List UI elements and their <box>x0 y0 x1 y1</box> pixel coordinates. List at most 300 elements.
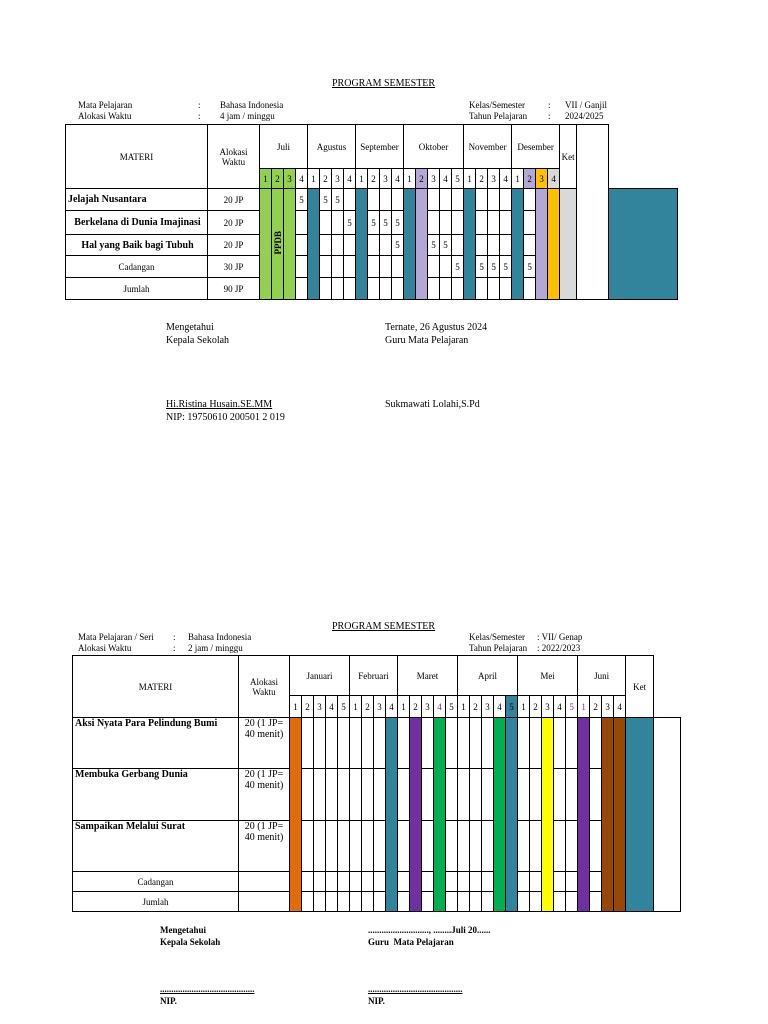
p1-cell <box>368 256 380 278</box>
p2-week: 2 <box>302 696 314 718</box>
p1-ket-column <box>577 125 609 300</box>
p1-cell <box>392 256 404 278</box>
p2-sig-kepala: Kepala Sekolah <box>160 937 221 947</box>
p2-cell <box>350 892 362 912</box>
p1-week: 4 <box>296 169 308 189</box>
p1-cell: 5 <box>428 235 440 256</box>
p1-cell: 5 <box>488 256 500 278</box>
p1-cell <box>320 278 332 300</box>
p2-materi-3: Sampaikan Melalui Surat <box>73 821 239 872</box>
p1-header-alokasi: Alokasi Waktu <box>208 125 260 189</box>
p2-teal-col <box>386 718 398 912</box>
p1-week: 2 <box>476 169 488 189</box>
p1-cell <box>500 278 512 300</box>
p1-cell <box>380 256 392 278</box>
p2-cell <box>470 872 482 892</box>
p1-sig-guru: Guru Mata Pelajaran <box>385 335 469 346</box>
p2-jp-5 <box>239 892 290 912</box>
p1-materi-5: Jumlah <box>66 278 208 300</box>
p1-week: 4 <box>392 169 404 189</box>
p1-materi-2: Berkelana di Dunia Imajinasi <box>66 211 208 235</box>
p1-mapel-value: Bahasa Indonesia <box>220 100 284 110</box>
p1-week: 1 <box>404 169 416 189</box>
p1-jp-2: 20 JP <box>208 211 260 235</box>
p2-purple-col <box>578 718 590 912</box>
p1-cell: 5 <box>332 189 344 211</box>
p2-cell <box>470 769 482 821</box>
p2-cell <box>482 769 494 821</box>
p1-jp-5: 90 JP <box>208 278 260 300</box>
p1-week: 3 <box>488 169 500 189</box>
p2-week: 1 <box>578 696 590 718</box>
p2-cell <box>314 892 326 912</box>
p2-cell <box>446 892 458 912</box>
p2-week: 1 <box>398 696 410 718</box>
p2-semester-table <box>72 655 681 912</box>
p1-gray-col <box>560 189 577 300</box>
p1-kelas-label: Kelas/Semester <box>469 100 525 110</box>
p2-mapel-value: Bahasa Indonesia <box>188 632 252 642</box>
page1-title: PROGRAM SEMESTER <box>332 78 436 89</box>
p2-header-ket: Ket <box>626 656 654 718</box>
p2-cell <box>422 821 434 872</box>
p2-brown-col <box>614 718 626 912</box>
p2-week: 3 <box>374 696 386 718</box>
p1-lilac-col <box>416 189 428 300</box>
p1-cell <box>368 278 380 300</box>
p1-month-agustus: Agustus <box>308 125 356 169</box>
p2-cell <box>458 892 470 912</box>
p2-kelas-value: : VII/ Genap <box>537 632 583 642</box>
p1-week: 4 <box>548 169 560 189</box>
p2-cell <box>374 821 386 872</box>
p2-cell <box>566 718 578 769</box>
p1-cell: 5 <box>476 256 488 278</box>
p1-week: 3 <box>536 169 548 189</box>
p1-cell: 5 <box>524 256 536 278</box>
p2-cell <box>458 821 470 872</box>
p1-cell <box>368 235 380 256</box>
p2-cell <box>446 718 458 769</box>
p1-teal-col <box>512 189 524 300</box>
p1-colon: : <box>548 111 551 121</box>
p2-alokasi-value: 2 jam / minggu <box>188 643 243 653</box>
page2-title: PROGRAM SEMESTER <box>332 621 436 632</box>
p1-week: 5 <box>452 169 464 189</box>
p1-cell <box>500 211 512 235</box>
p1-month-oktober: Oktober <box>404 125 464 169</box>
p1-cell <box>500 189 512 211</box>
p1-cell <box>476 211 488 235</box>
p2-cell <box>362 872 374 892</box>
p2-cell <box>518 821 530 872</box>
p1-materi-1: Jelajah Nusantara <box>66 189 208 211</box>
p1-week: 4 <box>344 169 356 189</box>
p1-sig-mengetahui: Mengetahui <box>166 322 214 333</box>
p2-cell <box>398 769 410 821</box>
p2-cell <box>374 769 386 821</box>
p1-cell <box>296 235 308 256</box>
p2-cell <box>314 769 326 821</box>
p2-cell <box>530 821 542 872</box>
p2-week: 4 <box>326 696 338 718</box>
p2-cell <box>530 718 542 769</box>
p2-colon: : <box>173 643 176 653</box>
p2-cell <box>446 769 458 821</box>
p1-cell <box>380 235 392 256</box>
p1-cell <box>320 211 332 235</box>
p2-cell <box>362 718 374 769</box>
p2-tahun-value: : 2022/2023 <box>537 643 581 653</box>
p2-cell <box>458 718 470 769</box>
p1-week: 1 <box>356 169 368 189</box>
p2-cell <box>458 769 470 821</box>
p2-purple-col <box>410 718 422 912</box>
p1-week: 2 <box>524 169 536 189</box>
p2-cell <box>326 872 338 892</box>
p1-sig-left-nip: NIP: 19750610 200501 2 019 <box>166 412 285 423</box>
p1-cell <box>332 211 344 235</box>
p1-cell <box>452 278 464 300</box>
p2-alokasi-label: Alokasi Waktu <box>78 643 132 653</box>
p1-tahun-value: 2024/2025 <box>565 111 604 121</box>
p2-cell <box>350 872 362 892</box>
p1-cell <box>320 256 332 278</box>
p1-cell <box>344 278 356 300</box>
p2-week: 5 <box>506 696 518 718</box>
p2-cell <box>470 892 482 912</box>
p2-materi-5: Jumlah <box>73 892 239 912</box>
p2-cell <box>374 718 386 769</box>
p1-jp-4: 30 JP <box>208 256 260 278</box>
p1-colon: : <box>548 100 551 110</box>
p1-cell <box>440 189 452 211</box>
p1-cell: 5 <box>320 189 332 211</box>
p2-cell <box>566 872 578 892</box>
p2-cell <box>302 892 314 912</box>
p1-cell <box>452 189 464 211</box>
p2-week: 4 <box>434 696 446 718</box>
p2-cell <box>338 821 350 872</box>
p1-header-materi: MATERI <box>66 125 208 189</box>
p2-cell <box>518 769 530 821</box>
p2-month-maret: Maret <box>398 656 458 696</box>
p2-sig-left-name: .......................................... <box>160 984 255 994</box>
p1-teal-col <box>404 189 416 300</box>
p1-teal-col <box>308 189 320 300</box>
p1-teal-col <box>356 189 368 300</box>
p2-cell <box>446 872 458 892</box>
p2-cell <box>458 872 470 892</box>
p2-colon: : <box>173 632 176 642</box>
p1-cell: 5 <box>380 211 392 235</box>
p2-yellow-col <box>542 718 554 912</box>
p2-materi-2: Membuka Gerbang Dunia <box>73 769 239 821</box>
p2-sig-right-name: .......................................... <box>368 984 463 994</box>
p2-month-april: April <box>458 656 518 696</box>
p1-juli-w1-block <box>260 189 272 300</box>
p1-cell <box>380 189 392 211</box>
p2-week: 4 <box>386 696 398 718</box>
p1-cell <box>488 278 500 300</box>
p2-cell <box>302 821 314 872</box>
p2-cell <box>566 821 578 872</box>
p2-cell <box>362 769 374 821</box>
p2-sig-right-nip: NIP. <box>368 996 385 1006</box>
p2-week: 1 <box>518 696 530 718</box>
p1-cell <box>524 278 536 300</box>
p2-cell <box>554 718 566 769</box>
p2-cell <box>374 892 386 912</box>
p1-cell <box>452 211 464 235</box>
p1-cell: 5 <box>392 211 404 235</box>
p2-header-alokasi: Alokasi Waktu <box>239 656 290 718</box>
p2-cell <box>590 821 602 872</box>
p2-jp-2: 20 (1 JP= 40 menit) <box>239 769 290 821</box>
p1-week: 4 <box>500 169 512 189</box>
p2-cell <box>326 718 338 769</box>
p2-cell <box>314 872 326 892</box>
p2-cell <box>374 872 386 892</box>
p2-tahun-label: Tahun Pelajaran <box>469 643 528 653</box>
p2-sig-guru: Guru Mata Pelajaran <box>368 937 454 947</box>
p2-cell <box>362 892 374 912</box>
p2-cell <box>590 718 602 769</box>
p1-month-desember: Desember <box>512 125 560 169</box>
p2-cell <box>422 769 434 821</box>
p2-cell <box>302 769 314 821</box>
p2-week: 3 <box>482 696 494 718</box>
p1-week: 2 <box>368 169 380 189</box>
p1-week: 3 <box>428 169 440 189</box>
p1-week: 2 <box>416 169 428 189</box>
p2-week: 3 <box>314 696 326 718</box>
p2-cell <box>518 718 530 769</box>
p1-cell <box>488 189 500 211</box>
p2-week: 5 <box>338 696 350 718</box>
p2-header-materi: MATERI <box>73 656 239 718</box>
p1-cell <box>296 211 308 235</box>
p1-teal-col <box>609 189 678 300</box>
p1-week: 1 <box>464 169 476 189</box>
p1-alokasi-value: 4 jam / minggu <box>220 111 275 121</box>
p1-ppdb-label: PPDB <box>272 231 283 255</box>
p2-cell <box>398 821 410 872</box>
p2-jp-4 <box>239 872 290 892</box>
p1-cell <box>344 189 356 211</box>
p2-week: 2 <box>362 696 374 718</box>
p2-month-januari: Januari <box>290 656 350 696</box>
p1-week: 3 <box>380 169 392 189</box>
p2-month-mei: Mei <box>518 656 578 696</box>
p2-cell <box>350 718 362 769</box>
p1-week: 1 <box>512 169 524 189</box>
p2-cell <box>554 872 566 892</box>
p1-week: 1 <box>260 169 272 189</box>
p1-colon: : <box>198 111 201 121</box>
p2-cell <box>422 872 434 892</box>
p2-week: 5 <box>446 696 458 718</box>
p2-cell <box>314 718 326 769</box>
p1-juli-w3-block <box>284 189 296 300</box>
p2-week: 2 <box>590 696 602 718</box>
p1-cell: 5 <box>296 189 308 211</box>
p2-cell <box>422 892 434 912</box>
p1-cell: 5 <box>368 211 380 235</box>
p2-cell <box>422 718 434 769</box>
p2-brown-col <box>602 718 614 912</box>
p2-cell <box>350 821 362 872</box>
p2-cell <box>398 718 410 769</box>
p2-cell <box>470 821 482 872</box>
p1-cell <box>428 189 440 211</box>
p1-week: 4 <box>440 169 452 189</box>
p1-cell <box>476 235 488 256</box>
p2-cell <box>446 821 458 872</box>
p1-cell <box>440 211 452 235</box>
p2-week: 2 <box>530 696 542 718</box>
p1-cell: 5 <box>344 211 356 235</box>
p1-materi-4: Cadangan <box>66 256 208 278</box>
p2-kelas-label: Kelas/Semester <box>469 632 525 642</box>
p1-cell: 5 <box>392 235 404 256</box>
p2-cell <box>530 872 542 892</box>
p2-cell <box>338 872 350 892</box>
p1-mapel-label: Mata Pelajaran <box>78 100 133 110</box>
p1-colon: : <box>198 100 201 110</box>
p2-cell <box>566 892 578 912</box>
p2-materi-1: Aksi Nyata Para Pelindung Bumi <box>73 718 239 769</box>
p1-alokasi-label: Alokasi Waktu <box>78 111 132 121</box>
p1-cell <box>332 256 344 278</box>
p2-cell <box>362 821 374 872</box>
p1-month-november: November <box>464 125 512 169</box>
p1-ppdb-block <box>272 189 284 300</box>
p1-cell <box>524 211 536 235</box>
p1-cell <box>392 189 404 211</box>
p2-cell <box>338 892 350 912</box>
p2-month-februari: Februari <box>350 656 398 696</box>
p1-cell <box>344 235 356 256</box>
p2-week: 5 <box>566 696 578 718</box>
p2-cell <box>350 769 362 821</box>
p2-week: 2 <box>470 696 482 718</box>
p1-kelas-value: VII / Ganjil <box>565 100 607 110</box>
p1-cell <box>440 278 452 300</box>
p1-cell <box>488 211 500 235</box>
p2-teal-col <box>506 718 518 912</box>
p2-cell <box>338 718 350 769</box>
p1-cell <box>296 256 308 278</box>
p1-week: 3 <box>284 169 296 189</box>
p1-cell <box>368 189 380 211</box>
p1-jp-3: 20 JP <box>208 235 260 256</box>
p1-materi-3: Hal yang Baik bagi Tubuh <box>66 235 208 256</box>
p2-sig-date: ..........................., ........Juli 20...... <box>368 925 491 935</box>
p1-cell <box>332 235 344 256</box>
p1-tahun-label: Tahun Pelajaran <box>469 111 528 121</box>
p1-sig-left-name: Hi.Ristina Husain.SE.MM <box>166 399 273 410</box>
p1-cell <box>380 278 392 300</box>
p1-week: 3 <box>332 169 344 189</box>
p1-week: 1 <box>308 169 320 189</box>
p2-jp-3: 20 (1 JP= 40 menit) <box>239 821 290 872</box>
p2-cell <box>590 872 602 892</box>
p1-cell <box>524 235 536 256</box>
p1-month-juli: Juli <box>260 125 308 169</box>
p1-week: 2 <box>320 169 332 189</box>
p1-semester-table <box>65 124 678 300</box>
p2-week: 4 <box>614 696 626 718</box>
p1-cell <box>320 235 332 256</box>
p2-month-juni: Juni <box>578 656 626 696</box>
p1-week: 2 <box>272 169 284 189</box>
p1-cell <box>392 278 404 300</box>
p2-cell <box>554 892 566 912</box>
p1-month-september: September <box>356 125 404 169</box>
p2-cell <box>482 892 494 912</box>
p2-materi-4: Cadangan <box>73 872 239 892</box>
p1-cell: 5 <box>440 235 452 256</box>
p2-week: 2 <box>410 696 422 718</box>
p2-cell <box>326 769 338 821</box>
p1-lilac-col <box>536 189 548 300</box>
p2-cell <box>518 892 530 912</box>
p2-cell <box>338 769 350 821</box>
p2-cell <box>554 769 566 821</box>
p2-cell <box>554 821 566 872</box>
p1-sig-kepala: Kepala Sekolah <box>166 335 230 346</box>
p2-teal-col <box>626 718 654 912</box>
p1-cell <box>452 235 464 256</box>
p2-cell <box>470 718 482 769</box>
p2-cell <box>326 821 338 872</box>
p1-cell <box>296 278 308 300</box>
p1-cell <box>476 189 488 211</box>
p2-cell <box>314 821 326 872</box>
p2-sig-left-nip: NIP. <box>160 996 177 1006</box>
p2-ket-column <box>654 718 681 912</box>
p2-orange-col <box>290 718 302 912</box>
p1-cell <box>500 235 512 256</box>
p1-teal-col <box>464 189 476 300</box>
p2-green-col <box>434 718 446 912</box>
p1-header-ket: Ket <box>560 125 577 189</box>
p2-sig-mengetahui: Mengetahui <box>160 925 206 935</box>
p2-cell <box>518 872 530 892</box>
p2-cell <box>590 769 602 821</box>
p2-cell <box>482 718 494 769</box>
p2-week: 3 <box>602 696 614 718</box>
p2-week: 1 <box>290 696 302 718</box>
p2-cell <box>590 892 602 912</box>
p1-orange-col <box>548 189 560 300</box>
p1-cell <box>428 256 440 278</box>
p2-cell <box>482 821 494 872</box>
p2-cell <box>326 892 338 912</box>
p1-cell <box>488 235 500 256</box>
p1-cell: 5 <box>500 256 512 278</box>
p1-cell <box>344 256 356 278</box>
p1-cell <box>476 278 488 300</box>
p2-cell <box>398 872 410 892</box>
p2-cell <box>302 872 314 892</box>
p1-cell <box>428 278 440 300</box>
p2-week: 1 <box>458 696 470 718</box>
p2-green-col <box>494 718 506 912</box>
p2-week: 4 <box>554 696 566 718</box>
p2-cell <box>530 892 542 912</box>
